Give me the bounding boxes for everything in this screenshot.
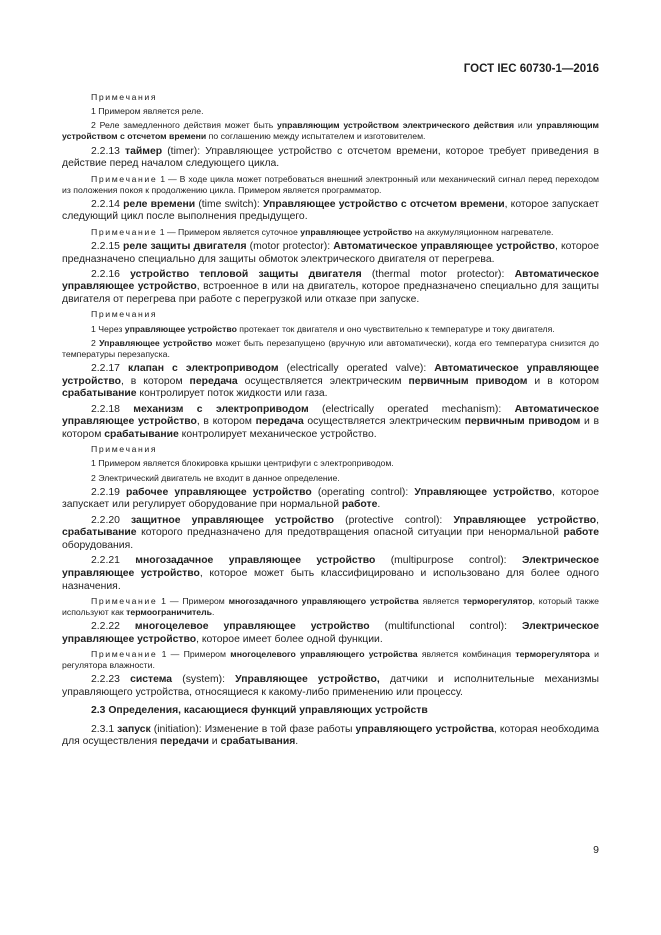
text-run: датчики и исполнительные механизмы управляющего устройства, относящиеся к какому-либо применению или процессу. <box>62 674 600 698</box>
bold-term: рабочее управляющее устройство <box>126 486 312 498</box>
bold-term: система <box>130 674 173 686</box>
text-run: 2.2.14 <box>91 198 124 210</box>
text-run: (multipurpose control): <box>375 555 522 567</box>
body-paragraph <box>62 269 599 307</box>
text-run: и <box>208 736 221 748</box>
bold-term: запуск <box>117 723 151 735</box>
text-run: (thermal motor protector): <box>361 268 515 280</box>
bold-term: работе <box>341 499 378 511</box>
page-number: 9 <box>593 844 599 856</box>
body-paragraph <box>62 404 599 442</box>
text-run: 2 Реле замедленного действия может быть <box>91 120 278 131</box>
bold-term: многоцелевого управляющего устройства <box>230 649 418 660</box>
document-header: ГОСТ IEC 60730-1—2016 <box>463 63 599 75</box>
text-run: 2.2.18 <box>91 403 134 415</box>
bold-term: работе <box>563 527 599 539</box>
bold-term: термоограничитель <box>126 606 213 617</box>
bold-term: таймер <box>125 145 163 157</box>
bold-term: Автоматическое управляющее устройство <box>333 240 556 252</box>
body-paragraph <box>62 621 599 646</box>
text-run: , которое может быть классифицировано и использовано для более одного назначения. <box>62 567 599 592</box>
bold-term: многозадачного управляющего устройства <box>228 595 419 606</box>
bold-term: первичным приводом <box>464 416 581 428</box>
text-run: , которая необходима для осуществления <box>62 723 599 748</box>
bold-term: управляющее устройство <box>124 323 237 334</box>
note-paragraph <box>62 649 599 671</box>
note-paragraph <box>62 309 599 320</box>
bold-term: терморегулятора <box>515 649 590 660</box>
note-label: Примечание <box>91 226 158 237</box>
note-paragraph <box>62 106 599 117</box>
text-run: , которое запускает или регулирует оборудование при нормальной <box>62 486 600 511</box>
body-paragraph <box>62 724 599 749</box>
text-run: на аккумуляционном нагревателе. <box>412 226 554 237</box>
text-run: и регулятора влажности. <box>62 649 599 671</box>
bold-term: передачи <box>160 736 209 748</box>
text-run: 2.2.22 <box>91 621 135 633</box>
text-run: является <box>418 595 463 606</box>
text-run: 1 — Примером <box>157 649 231 660</box>
text-run: контролирует поток жидкости или газа. <box>136 388 328 400</box>
note-paragraph <box>62 444 599 455</box>
text-run: 1 — Примером <box>157 595 229 606</box>
bold-term: Управляющее устройство <box>453 514 597 526</box>
note-paragraph <box>62 227 599 238</box>
note-paragraph <box>62 338 599 360</box>
note-paragraph <box>62 174 599 196</box>
bold-term: срабатывание <box>104 428 179 440</box>
text-run: или <box>514 120 537 131</box>
text-run: 2.2.19 <box>91 486 127 498</box>
document-body <box>62 92 599 752</box>
text-run: (time switch): <box>195 198 263 210</box>
bold-term: управляющего устройства <box>355 723 494 735</box>
bold-term: 2.3 Определения, касающиеся функций управляющих устройств <box>91 705 428 717</box>
text-run: осуществляется электрическим <box>237 375 409 387</box>
text-run: осуществляется электрическим <box>303 416 465 428</box>
bold-term: передача <box>189 375 238 387</box>
note-label: Примечания <box>91 309 158 320</box>
body-paragraph <box>62 363 599 401</box>
text-run: контролирует механическое устройство. <box>178 428 377 440</box>
body-paragraph <box>62 241 599 266</box>
note-label: Примечания <box>91 92 158 102</box>
text-run: и в котором <box>527 375 599 387</box>
note-label: Примечание <box>91 595 158 606</box>
text-run: которого предназначено для предотвращения опасной ситуации при ненормальной <box>136 527 564 539</box>
text-run: 2.2.15 <box>91 240 123 252</box>
note-paragraph <box>62 92 599 103</box>
text-run: . <box>295 736 299 748</box>
bold-term: срабатывание <box>62 527 137 539</box>
note-paragraph <box>62 120 599 142</box>
text-run: 2.2.23 <box>91 674 131 686</box>
note-paragraph <box>62 458 599 469</box>
body-paragraph <box>62 487 599 512</box>
body-paragraph <box>62 674 599 699</box>
note-paragraph <box>62 473 599 484</box>
bold-term: многозадачное управляющее устройство <box>135 555 376 567</box>
text-run: и в котором <box>62 416 599 440</box>
text-run: (operating control): <box>311 486 415 498</box>
text-run: 2.2.21 <box>91 555 136 567</box>
body-paragraph <box>62 705 599 718</box>
bold-term: клапан с электроприводом <box>127 363 279 375</box>
bold-term: Электрическое управляющее устройство <box>62 621 600 645</box>
text-run: протекает ток двигателя и оно чувствительно к температуре и току двигателя. <box>236 323 555 334</box>
bold-term: управляющим устройством с отсчетом времени <box>62 120 599 142</box>
text-run: может быть перезапущено (вручную или автоматически), когда его температура снизится до температуры перезапуска. <box>62 337 600 359</box>
bold-term: срабатывания <box>220 736 296 748</box>
bold-term: управляющее устройство <box>300 226 413 237</box>
text-run: (electrically operated mechanism): <box>308 403 515 415</box>
note-paragraph <box>62 596 599 618</box>
bold-term: устройство тепловой защиты двигателя <box>130 268 362 280</box>
text-run: (electrically operated valve): <box>278 363 435 375</box>
body-paragraph <box>62 515 599 553</box>
bold-term: срабатывание <box>62 388 137 400</box>
text-run: 1 — Примером является суточное <box>157 226 301 237</box>
bold-term: многоцелевое управляющее устройство <box>134 621 370 633</box>
bold-term: Автоматическое управляющее устройство <box>62 363 599 387</box>
text-run: , встроенное в или на двигатель, которое предназначено специально для защиты двигателя от перегрева при работе с перегрузкой или отказе при запуске. <box>62 281 599 306</box>
text-run: 1 — В ходе цикла может потребоваться внешний электронный или механический сигнал перед переходом из положения покоя к продолжению цикла. Примером является программатор. <box>62 173 599 195</box>
text-run: , в котором <box>196 416 256 428</box>
bold-term: защитное управляющее устройство <box>131 514 334 526</box>
text-run: 2 Электрический двигатель не входит в данное определение. <box>91 472 340 483</box>
text-run: 1 Через <box>91 323 125 334</box>
body-paragraph <box>62 199 599 224</box>
text-run: оборудования. <box>62 539 134 551</box>
text-run: (initiation): Изменение в той фазе работы <box>150 723 356 735</box>
bold-term: Автоматическое управляющее устройство <box>62 403 599 428</box>
bold-term: первичным приводом <box>408 375 528 387</box>
note-label: Примечание <box>91 649 158 660</box>
text-run: 2.2.20 <box>91 514 132 526</box>
bold-term: Управляющее устройство, <box>235 674 380 686</box>
text-run: 2.2.13 <box>91 145 126 157</box>
note-label: Примечание <box>91 173 158 184</box>
bold-term: Электрическое управляющее устройство <box>62 555 599 579</box>
text-run: 2.3.1 <box>91 723 118 735</box>
text-run: (timer): Управляющее устройство с отсчетом времени, которое требует приведения в действие перед началом следующего цикла. <box>62 145 599 170</box>
text-run: 1 Примером является реле. <box>91 106 204 117</box>
text-run: , <box>596 514 600 526</box>
bold-term: управляющим устройством электрического действия <box>277 120 515 131</box>
bold-term: Управляющее устройство с отсчетом времени <box>263 198 505 210</box>
note-label: Примечания <box>91 444 158 455</box>
text-run: (system): <box>172 674 236 686</box>
text-run: (motor protector): <box>246 240 334 252</box>
text-run: . <box>377 499 381 511</box>
text-run: , который также используют как <box>62 595 599 617</box>
text-run: 1 Примером является блокировка крышки центрифуги с электроприводом. <box>91 458 394 469</box>
bold-term: механизм с электроприводом <box>133 403 309 415</box>
text-run: , которое предназначено специально для защиты обмоток электрического двигателя от перегрева. <box>62 240 599 265</box>
text-run: (multifunctional control): <box>369 621 522 633</box>
bold-term: Управляющее устройство <box>414 486 553 498</box>
text-run: , которое имеет более одной функции. <box>196 633 383 645</box>
text-run: 2.2.16 <box>91 268 131 280</box>
text-run: (protective control): <box>334 514 454 526</box>
bold-term: Автоматическое управляющее устройство <box>62 268 599 293</box>
text-run: является комбинация <box>417 649 516 660</box>
bold-term: реле защиты двигателя <box>123 240 247 252</box>
text-run: по соглашению между испытателем и изготовителем. <box>206 131 426 142</box>
note-paragraph <box>62 324 599 335</box>
text-run: 2.2.17 <box>91 363 128 375</box>
text-run: . <box>212 606 215 617</box>
body-paragraph <box>62 555 599 593</box>
text-run: , которое запускает следующий цикл после выполнения предыдущего. <box>62 198 600 223</box>
body-paragraph <box>62 146 599 171</box>
bold-term: передача <box>255 416 304 428</box>
bold-term: терморегулятор <box>462 595 533 606</box>
bold-term: Управляющее устройство <box>99 337 213 348</box>
text-run: 2 <box>91 337 100 348</box>
text-run: , в котором <box>120 375 190 387</box>
bold-term: реле времени <box>123 198 196 210</box>
